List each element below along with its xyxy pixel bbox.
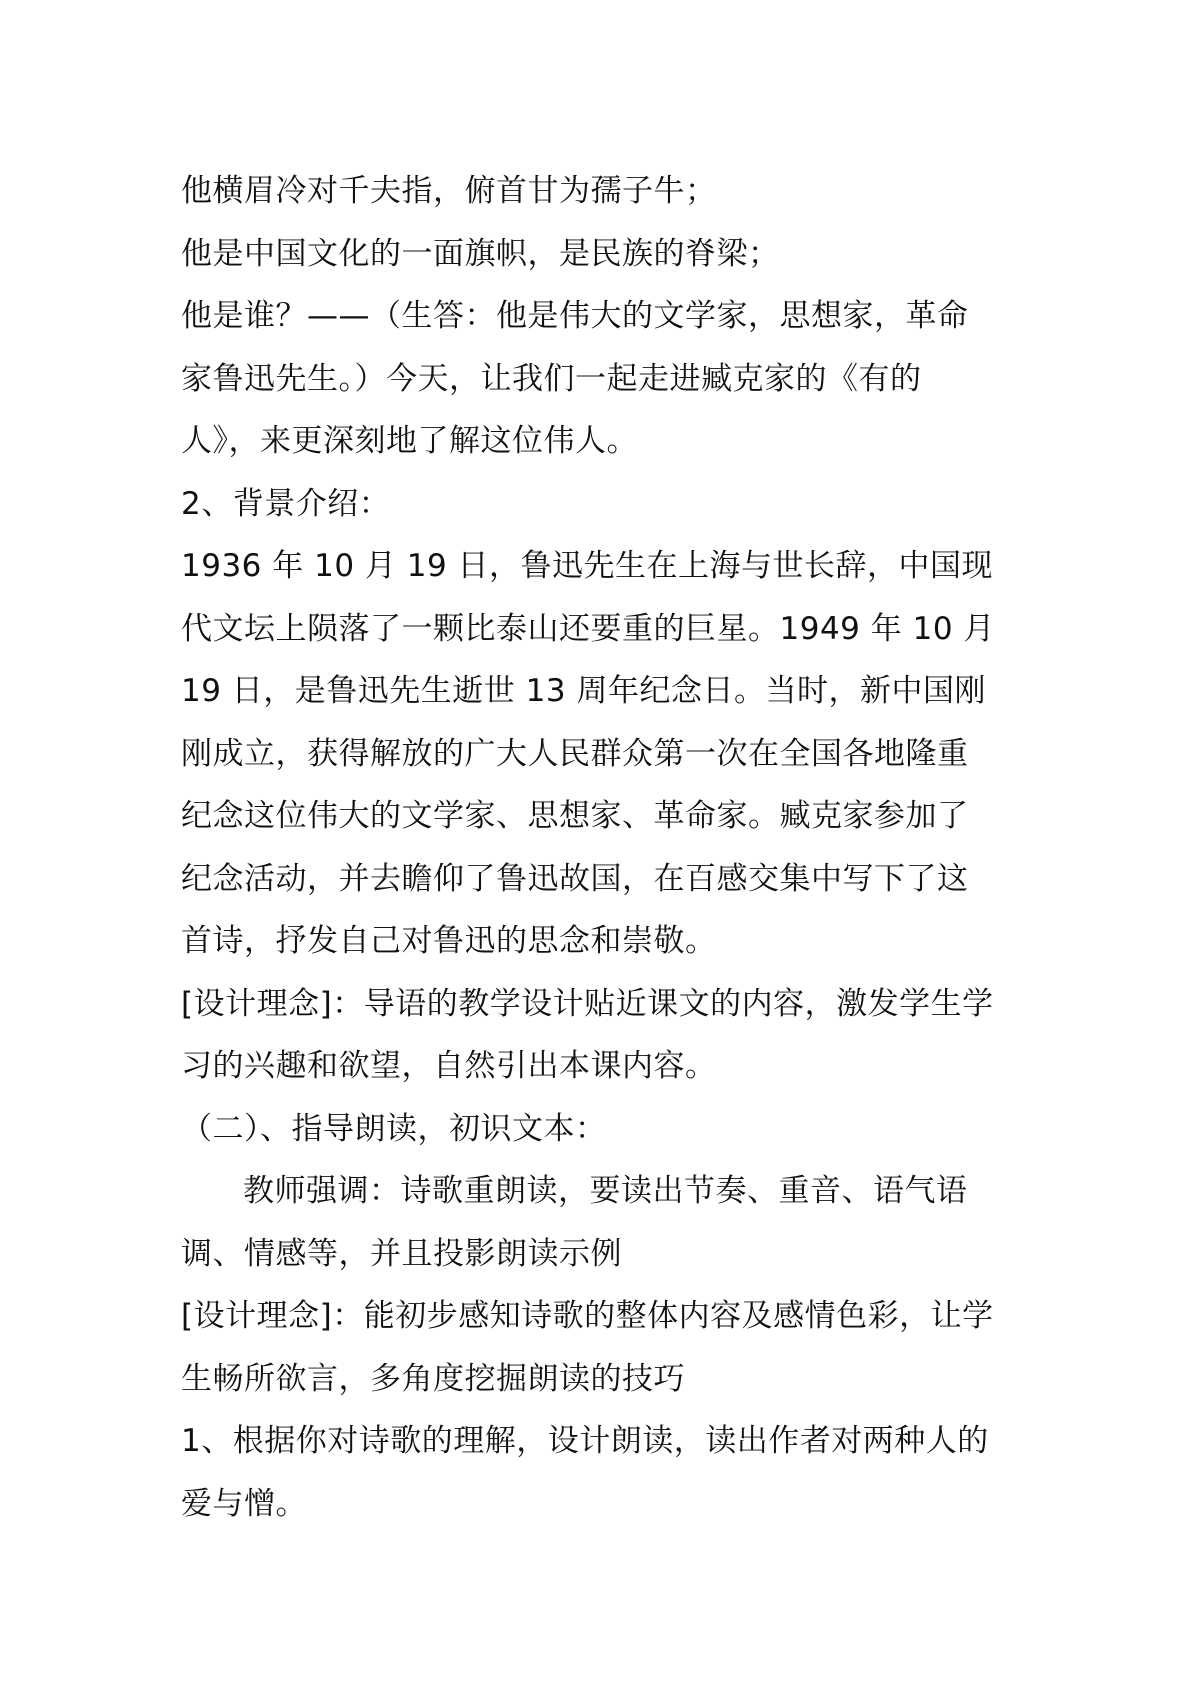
text-line: 代文坛上陨落了一颗比泰山还要重的巨星。1949 年 10 月 xyxy=(181,610,995,647)
body-text xyxy=(181,160,1021,1535)
text-line: 他是中国文化的一面旗帜，是民族的脊梁； xyxy=(181,235,780,272)
text-line: 教师强调：诗歌重朗读，要读出节奏、重音、语气语 xyxy=(243,1173,968,1209)
text-line: 纪念活动，并去瞻仰了鲁迅故国，在百感交集中写下了这 xyxy=(181,860,969,897)
design-note-line: [设计理念]：能初步感知诗歌的整体内容及感情色彩，让学 xyxy=(181,1298,994,1334)
design-note-line: 习的兴趣和欲望，自然引出本课内容。 xyxy=(181,1048,717,1084)
text-line: 首诗，抒发自己对鲁迅的思念和崇敬。 xyxy=(181,923,717,959)
text-line: 1、根据你对诗歌的理解，设计朗读，读出作者对两种人的 xyxy=(181,1423,989,1459)
section-heading: 2、背景介绍： xyxy=(181,485,391,522)
text-line: 19 日，是鲁迅先生逝世 13 周年纪念日。当时，新中国刚 xyxy=(181,673,986,709)
text-line: 爱与憎。 xyxy=(181,1485,307,1522)
text-line: 他横眉冷对千夫指，俯首甘为孺子牛； xyxy=(181,173,717,209)
text-line: 刚成立，获得解放的广大人民群众第一次在全国各地隆重 xyxy=(181,735,969,772)
text-line: 调、情感等，并且投影朗读示例 xyxy=(181,1235,622,1272)
design-note-line: [设计理念]：导语的教学设计贴近课文的内容，激发学生学 xyxy=(181,985,994,1022)
section-heading: （二）、指导朗读，初识文本： xyxy=(181,1110,607,1147)
text-line: 他是谁？——（生答：他是伟大的文学家，思想家，革命 xyxy=(181,298,969,334)
text-line: 人》，来更深刻地了解这位伟人。 xyxy=(181,423,638,459)
text-line: 1936 年 10 月 19 日，鲁迅先生在上海与世长辞，中国现 xyxy=(181,548,994,584)
text-line: 家鲁迅先生。）今天，让我们一起走进臧克家的《有的 xyxy=(181,360,922,397)
text-line: 纪念这位伟大的文学家、思想家、革命家。臧克家参加了 xyxy=(181,798,969,834)
design-note-line: 生畅所欲言，多角度挖掘朗读的技巧 xyxy=(181,1360,685,1397)
